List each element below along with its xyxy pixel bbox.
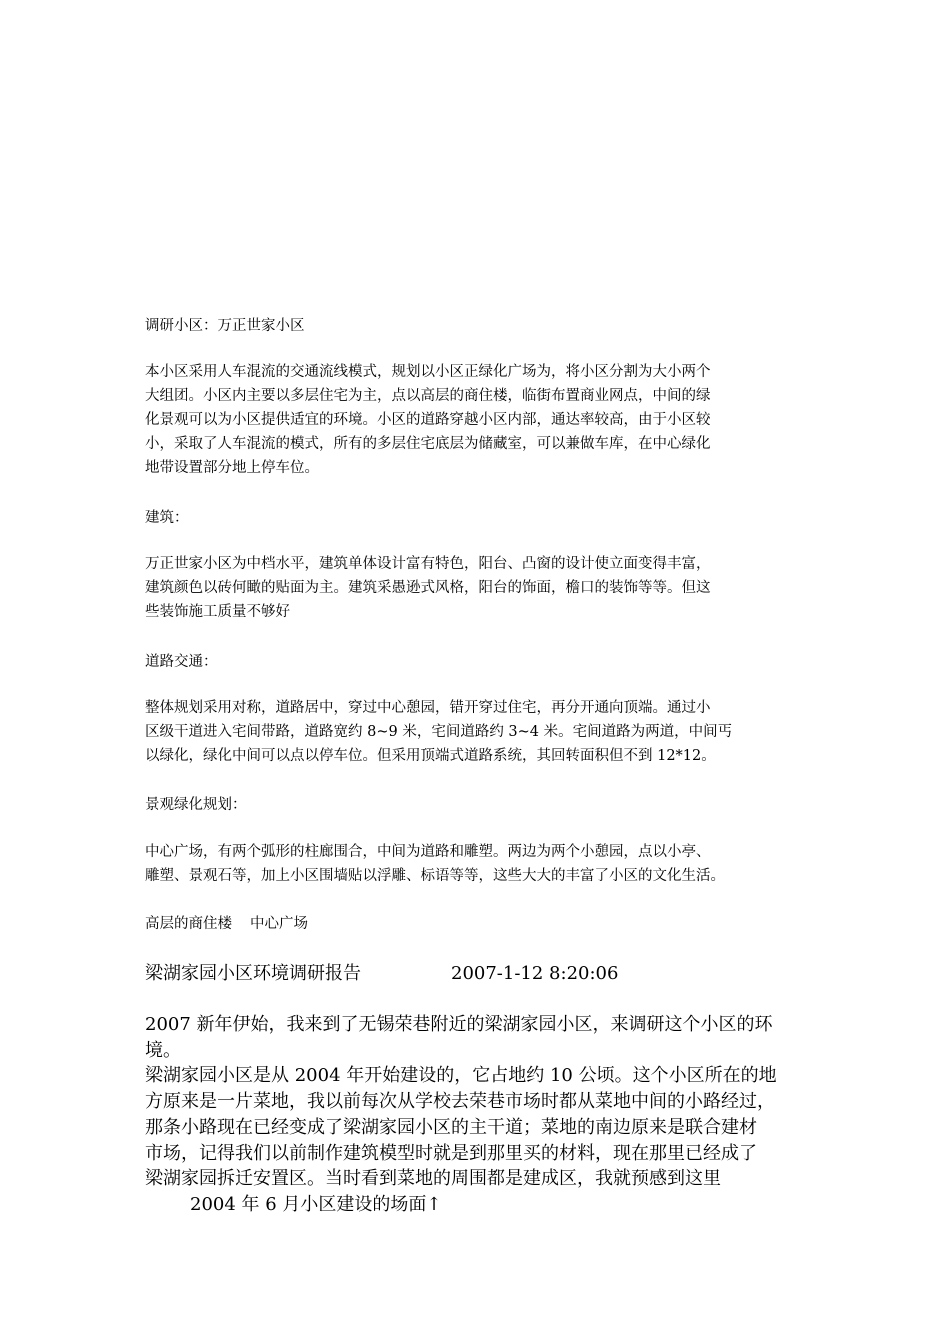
photo-captions	[145, 914, 308, 934]
architecture-line: 万正世家小区为中档水平，建筑单体设计富有特色，阳台、凸窗的设计使立面变得丰富，	[145, 556, 711, 572]
landscape-heading: 景观绿化规划：	[145, 797, 247, 813]
report-title: 梁湖家园小区环境调研报告	[145, 963, 361, 984]
landscape-line: 中心广场，有两个弧形的柱廊围合，中间为道路和雕塑。两边为两个小憩园，点以小亭、	[145, 844, 711, 860]
report-line: 市场，记得我们以前制作建筑模型时就是到那里买的材料，现在那里已经成了	[145, 1143, 757, 1164]
photo-caption: 2004 年 6 月小区建设的场面↑	[190, 1194, 442, 1215]
architecture-line: 些装饰施工质量不够好	[145, 604, 290, 620]
survey-title: 调研小区：万正世家小区	[145, 318, 305, 334]
report-line: 梁湖家园小区是从 2004 年开始建设的，它占地约 10 公顷。这个小区所在的地	[145, 1065, 777, 1086]
report-line: 那条小路现在已经变成了梁湖家园小区的主干道；菜地的南边原来是联合建材	[145, 1117, 757, 1138]
architecture-line: 建筑颜色以砖何瞰的贴面为主。建筑采愚逊式风格，阳台的饰面，檐口的装饰等等。但这	[145, 580, 711, 596]
intro-line: 地带设置部分地上停车位。	[145, 460, 319, 476]
report-line: 方原来是一片菜地，我以前每次从学校去荣巷市场时都从菜地中间的小路经过，	[145, 1091, 775, 1112]
intro-line: 小，采取了人车混流的模式，所有的多层住宅底层为储藏室，可以兼做车库，在中心绿化	[145, 436, 711, 452]
intro-line: 本小区采用人车混流的交通流线模式，规划以小区正绿化广场为，将小区分割为大小两个	[145, 364, 711, 380]
traffic-line: 整体规划采用对称，道路居中，穿过中心憩园，错开穿过住宅，再分开通向顶端。通过小	[145, 700, 711, 716]
intro-line: 大组团。小区内主要以多层住宅为主，点以高层的商住楼，临街布置商业网点，中间的绿	[145, 388, 711, 404]
report-line: 2007 新年伊始，我来到了无锡荣巷附近的梁湖家园小区，来调研这个小区的环	[145, 1014, 773, 1035]
report-date: 2007-1-12 8:20:06	[451, 963, 619, 984]
caption-commercial-building: 高层的商住楼	[145, 916, 232, 932]
intro-line: 化景观可以为小区提供适宜的环境。小区的道路穿越小区内部，通达率较高，由于小区较	[145, 412, 711, 428]
caption-central-square: 中心广场	[250, 916, 308, 932]
traffic-heading: 道路交通：	[145, 654, 218, 670]
report-heading	[145, 961, 618, 987]
report-line: 境。	[145, 1040, 181, 1061]
traffic-line: 区级干道进入宅间带路，道路宽约 8~9 米，宅间道路约 3~4 米。宅间道路为两道，中间丐	[145, 724, 733, 740]
traffic-line: 以绿化，绿化中间可以点以停车位。但采用顶端式道路系统，其回转面积但不到 12*12。	[145, 748, 716, 764]
landscape-line: 雕塑、景观石等，加上小区围墙贴以浮雕、标语等等，这些大大的丰富了小区的文化生活。	[145, 868, 725, 884]
architecture-heading: 建筑：	[145, 510, 189, 526]
report-line: 梁湖家园拆迁安置区。当时看到菜地的周围都是建成区，我就预感到这里	[145, 1168, 721, 1189]
